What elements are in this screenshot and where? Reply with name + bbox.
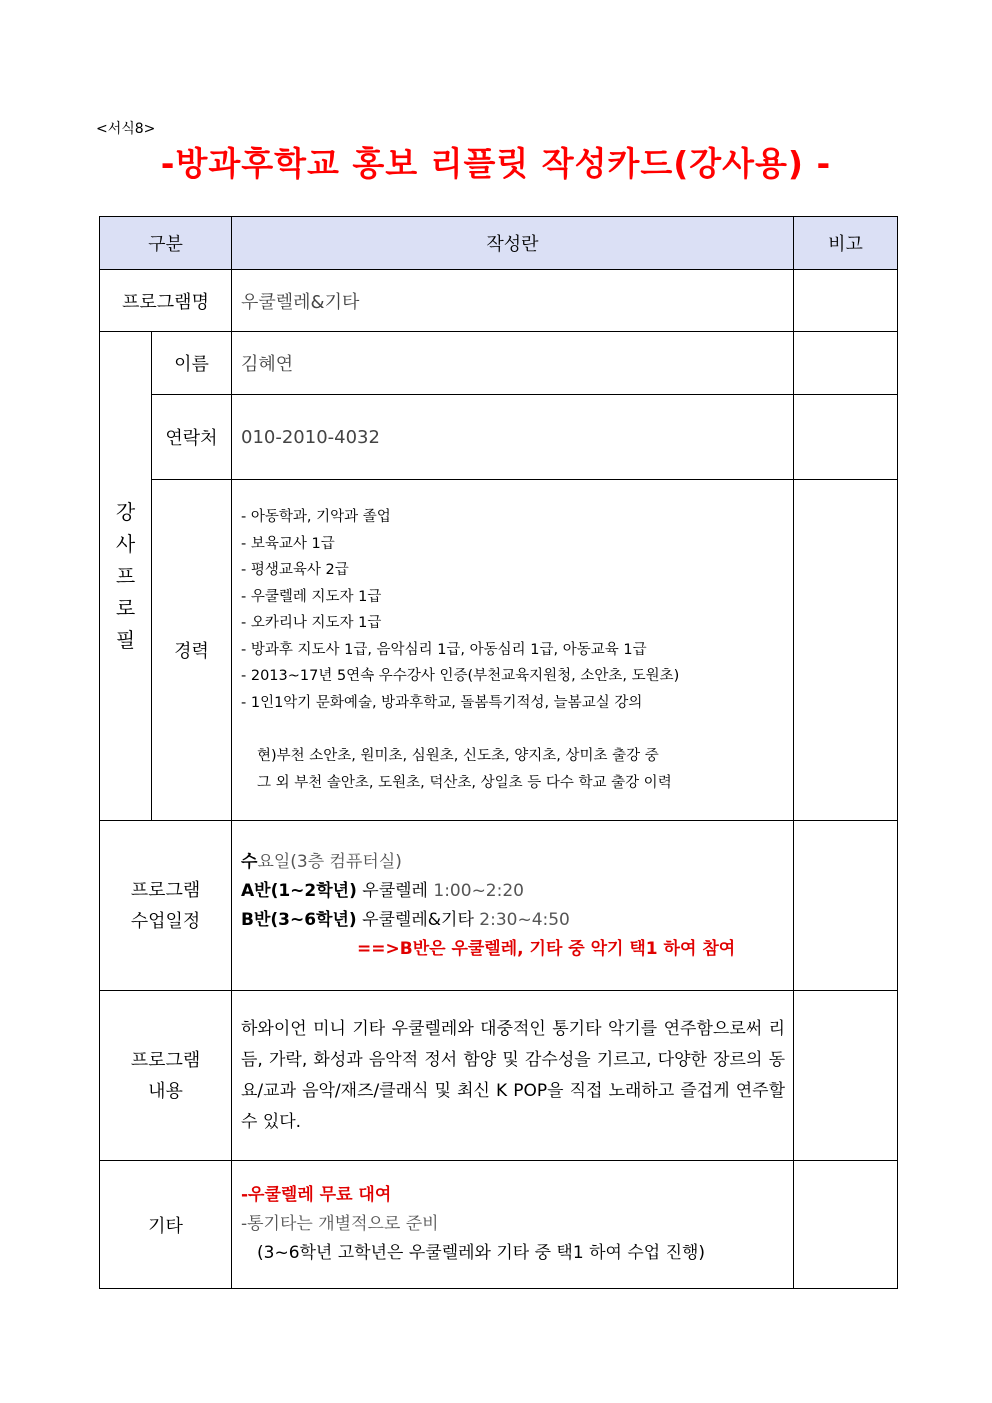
schedule-row — [100, 821, 898, 991]
content-row — [100, 991, 898, 1161]
career-note — [794, 480, 898, 821]
program-name-note — [794, 270, 898, 332]
career-item: - 아동학과, 기악과 졸업 — [241, 509, 391, 525]
form-number: <서식8> — [96, 121, 156, 137]
content-label-line: 프로그램 — [130, 1049, 201, 1071]
profile-char: 프 — [115, 564, 136, 588]
profile-char: 로 — [115, 596, 136, 620]
career-list — [232, 480, 794, 821]
career-item: - 2013~17년 5연속 우수강사 인증(부천교육지원청, 소안초, 도원초) — [241, 668, 680, 684]
schedule-label — [100, 821, 232, 991]
program-name-row — [100, 270, 898, 332]
name-note — [794, 332, 898, 395]
instructor-profile-label — [100, 332, 152, 821]
etc-line: (3~6학년 고학년은 우쿨렐레와 기타 중 택1 하여 수업 진행) — [257, 1243, 706, 1263]
contact-label: 연락처 — [152, 395, 232, 480]
profile-char: 필 — [115, 628, 136, 652]
table-header-row — [100, 217, 898, 270]
header-entry: 작성란 — [232, 217, 794, 270]
schedule-class-a: A반(1~2학년) 우쿨렐레 1:00~2:20 — [241, 880, 524, 901]
career-label: 경력 — [152, 480, 232, 821]
career-item: - 방과후 지도사 1급, 음악심리 1급, 아동심리 1급, 아동교육 1급 — [241, 641, 647, 658]
career-item: - 우쿨렐레 지도자 1급 — [241, 588, 382, 605]
content-label — [100, 991, 232, 1161]
career-item: - 보육교사 1급 — [241, 535, 335, 552]
etc-line: -우쿨렐레 무료 대여 — [241, 1185, 392, 1205]
schedule-label-line: 프로그램 — [130, 879, 201, 901]
career-item: - 1인1악기 문화예술, 방과후학교, 돌봄특기적성, 늘봄교실 강의 — [241, 694, 643, 711]
schedule-class-b: B반(3~6학년) 우쿨렐레&기타 2:30~4:50 — [241, 909, 570, 930]
etc-line: -통기타는 개별적으로 준비 — [241, 1214, 439, 1234]
etc-label: 기타 — [100, 1161, 232, 1289]
career-row — [100, 480, 898, 821]
contact-value: 010-2010-4032 — [232, 395, 794, 480]
instructor-name-row — [100, 332, 898, 395]
contact-note — [794, 395, 898, 480]
profile-char: 사 — [115, 532, 136, 556]
schedule-note: ==>B반은 우쿨렐레, 기타 중 악기 택1 하여 참여 — [357, 938, 736, 959]
contact-row — [100, 395, 898, 480]
etc-note — [794, 1161, 898, 1289]
leaflet-card-table — [99, 216, 898, 1289]
etc-row — [100, 1161, 898, 1289]
name-label: 이름 — [152, 332, 232, 395]
profile-char: 강 — [115, 500, 136, 524]
career-item: - 평생교육사 2급 — [241, 562, 349, 578]
schedule-content — [232, 821, 794, 991]
schedule-note-cell — [794, 821, 898, 991]
etc-content — [232, 1161, 794, 1289]
program-name-value: 우쿨렐레&기타 — [232, 270, 794, 332]
schedule-day: 수요일(3층 컴퓨터실) — [241, 851, 402, 872]
header-category: 구분 — [100, 217, 232, 270]
content-text: 하와이언 미니 기타 우쿨렐레와 대중적인 통기타 악기를 연주함으로써 리듬, 가락, 화성과 음악적 정서 함양 및 감수성을 기르고, 다양한 장르의 동요/교과 음악/재즈/클래식 및 최신 K POP을 직접 노래하고 즐겁게 연주할 수 있다. — [232, 991, 794, 1161]
program-name-label: 프로그램명 — [100, 270, 232, 332]
schedule-label-line: 수업일정 — [130, 910, 201, 932]
content-note — [794, 991, 898, 1161]
content-label-line: 내용 — [148, 1080, 183, 1102]
name-value: 김혜연 — [232, 332, 794, 395]
header-note: 비고 — [794, 217, 898, 270]
career-item: - 오카리나 지도자 1급 — [241, 615, 382, 631]
page-title: -방과후학교 홍보 리플릿 작성카드(강사용) - — [160, 144, 832, 183]
career-current: 그 외 부천 솔안초, 도원초, 덕산초, 상일초 등 다수 학교 출강 이력 — [257, 774, 672, 791]
career-current: 현)부천 소안초, 원미초, 심원초, 신도초, 양지초, 상미초 출강 중 — [257, 748, 659, 764]
